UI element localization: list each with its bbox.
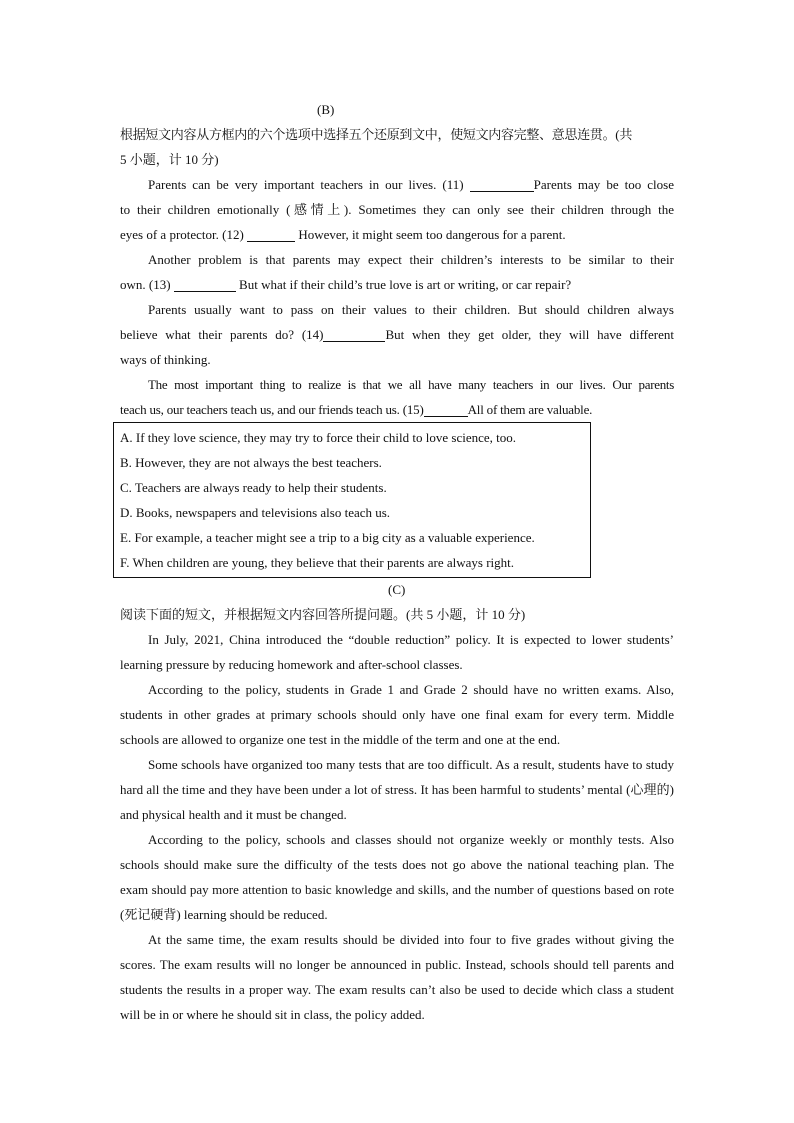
- paragraph: In July, 2021, China introduced the “double reduction” policy. It is expected to lower students’ learning pressure by reducing homework and after-school classes.: [120, 632, 674, 672]
- paragraph-line: to their children emotionally (感情上). Sometimes they can only see their children through the: [120, 202, 674, 217]
- paragraph: According to the policy, students in Grade 1 and Grade 2 should have no written exams. Also, students in other grades at primary schools should only have one final exam for every term. Middle schools are allowed to organize one test in the middle of the term and one at the end.: [120, 682, 674, 747]
- answer-blank-15[interactable]: [424, 400, 468, 417]
- section-c-instruction: 阅读下面的短文，并根据短文内容回答所提问题。(共 5 小题，计 10 分): [120, 607, 526, 622]
- answer-blank-13[interactable]: [174, 275, 236, 292]
- section-c-heading: (C): [388, 582, 406, 597]
- option-e: E. For example, a teacher might see a trip to a big city as a valuable experience.: [120, 530, 535, 545]
- paragraph-line: eyes of a protector. (12) However, it might seem too dangerous for a parent.: [120, 227, 566, 242]
- paragraph-line: Parents usually want to pass on their values to their children. But should children always: [148, 302, 674, 317]
- option-c: C. Teachers are always ready to help their students.: [120, 480, 387, 495]
- paragraph-line: believe what their parents do? (14) But when they get older, they will have different: [120, 327, 674, 342]
- options-wrapper: [120, 422, 674, 577]
- answer-blank-12[interactable]: [247, 225, 295, 242]
- paragraph: Some schools have organized too many tests that are too difficult. As a result, students have to study hard all the time and they have been under a lot of stress. It has been harmful to students’ mental (心理的) and physical health and it must be changed.: [120, 757, 674, 822]
- section-b-instruction: 根据短文内容从方框内的六个选项中选择五个还原到文中，使短文内容完整、意思连贯。(共: [120, 127, 633, 142]
- section-b-instruction-cont: 5 小题，计 10 分): [120, 152, 219, 167]
- paragraph-line: Parents can be very important teachers in our lives. (11) Parents may be too close: [148, 177, 675, 192]
- option-b: B. However, they are not always the best teachers.: [120, 455, 382, 470]
- paragraph: According to the policy, schools and classes should not organize weekly or monthly tests. Also schools should make sure the difficulty of the tests does not go above the national teaching plan. The exam should pay more attention to basic knowledge and skills, and the number of questions based on rote (死记硬背) learning should be reduced.: [120, 832, 674, 922]
- options-box: [113, 422, 591, 578]
- paragraph-line: The most important thing to realize is that we all have many teachers in our lives. Our parents: [148, 377, 674, 392]
- paragraph-line: ways of thinking.: [120, 352, 211, 367]
- option-d: D. Books, newspapers and televisions also teach us.: [120, 505, 391, 520]
- section-b-heading: (B): [317, 102, 335, 117]
- answer-blank-11[interactable]: [470, 175, 534, 192]
- paragraph-line: own. (13) But what if their child’s true love is art or writing, or car repair?: [120, 277, 572, 292]
- paragraph-line: teach us, our teachers teach us, and our friends teach us. (15) All of them are valuable.: [120, 402, 593, 417]
- paragraph: At the same time, the exam results should be divided into four to five grades without giving the scores. The exam results will no longer be announced in public. Instead, schools should tell parents and students the results in a proper way. The exam results can’t also be used to decide which class a student will be in or where he should sit in class, the policy added.: [120, 932, 674, 1022]
- answer-blank-14[interactable]: [323, 325, 385, 342]
- page-content: [120, 97, 674, 1027]
- option-f: F. When children are young, they believe that their parents are always right.: [120, 555, 514, 570]
- option-a: A. If they love science, they may try to force their child to love science, too.: [120, 430, 516, 445]
- paragraph-line: Another problem is that parents may expect their children’s interests to be similar to their: [148, 252, 674, 267]
